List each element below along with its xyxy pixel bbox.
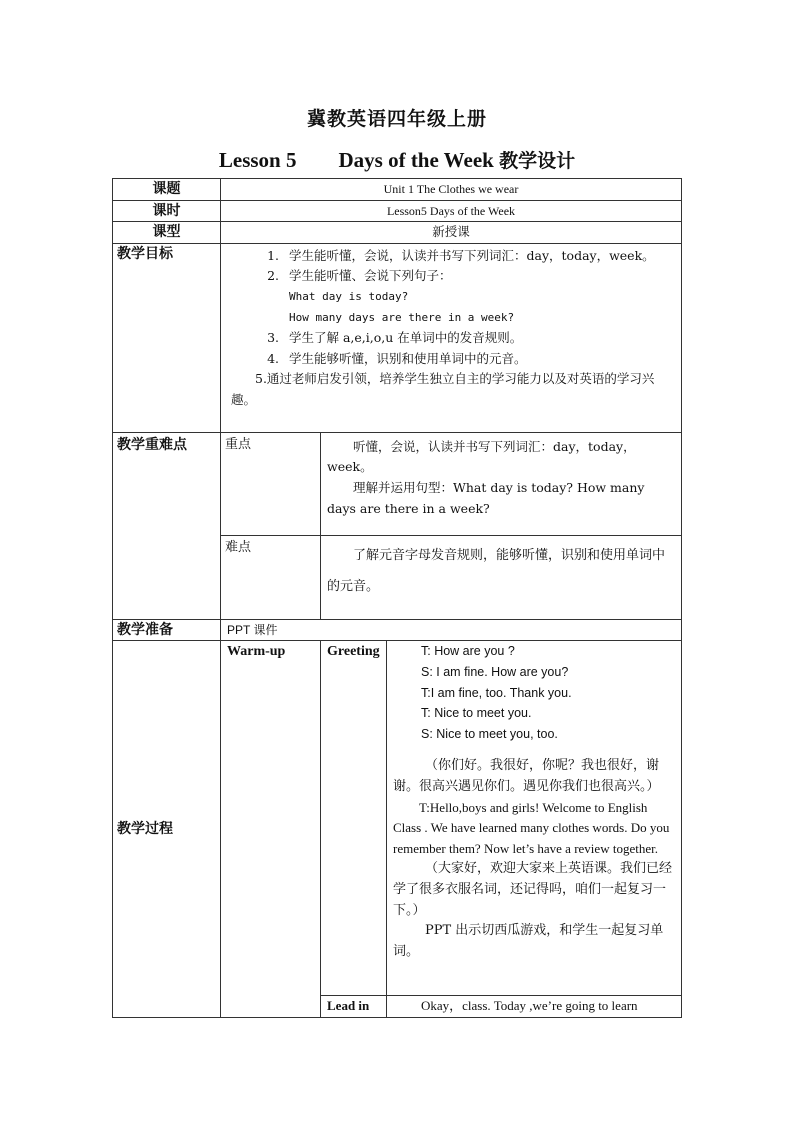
- row-prep: [113, 619, 682, 641]
- dialog-line: T:I am fine, too. Thank you.: [421, 685, 572, 700]
- label-key: 重点: [221, 432, 321, 535]
- leadin-content: Okay，class. Today ,we’re going to learn: [387, 996, 682, 1018]
- goal-sentence: What day is today?: [289, 289, 409, 303]
- label-period: 课时: [113, 200, 221, 222]
- value-topic: Unit 1 The Clothes we wear: [221, 179, 682, 201]
- dialog-line: T: Nice to meet you.: [421, 706, 532, 721]
- row-topic: [113, 179, 682, 201]
- lesson-plan-table: [112, 178, 682, 1018]
- goal-item: 4. 学生能够听懂，识别和使用单词中的元音。: [283, 349, 681, 370]
- translation-1: （你们好。我很好，你呢？我也很好，谢谢。很高兴遇见你们。遇见你我们也很高兴。）: [393, 758, 660, 794]
- greeting-content: [387, 641, 682, 996]
- label-key-points: 教学重难点: [113, 432, 221, 619]
- row-key: [113, 432, 682, 535]
- lesson-title: [0, 146, 794, 173]
- value-type: 新授课: [221, 222, 682, 244]
- goal-sentence: How many days are there in a week?: [289, 310, 515, 324]
- step-greeting: Greeting: [321, 641, 387, 996]
- lesson-title-suffix: 教学设计: [499, 150, 576, 172]
- goal-item-5: 5.通过老师启发引领，培养学生独立自主的学习能力以及对英语的学习兴趣。: [231, 371, 655, 407]
- lesson-number: Lesson 5: [218, 148, 297, 172]
- label-goals: 教学目标: [113, 243, 221, 432]
- dialog-line: S: Nice to meet you, too.: [421, 726, 558, 741]
- teacher-intro: T:Hello,boys and girls! Welcome to English Class . We have learned many clothes words. Do you remember them? Now let’s have a review together.: [393, 799, 670, 856]
- stage-warmup: Warm-up: [221, 641, 321, 1018]
- key-line: 理解并运用句型：What day is today? How many days are there in a week?: [327, 479, 645, 516]
- translation-2: （大家好，欢迎大家来上英语课。我们已经学了很多衣服名词，还记得吗，咱们一起复习一下。）: [393, 861, 673, 918]
- goal-item: 2. 学生能听懂、会说下列句子：: [283, 266, 681, 287]
- label-process: 教学过程: [113, 641, 221, 1018]
- row-type: [113, 222, 682, 244]
- dialog-line: T: How are you ?: [421, 644, 515, 659]
- label-type: 课型: [113, 222, 221, 244]
- goals-list-2: [221, 328, 681, 369]
- label-difficulty: 难点: [221, 535, 321, 619]
- row-process-warmup: [113, 641, 682, 996]
- goal-item: 1. 学生能听懂，会说，认读并书写下列词汇：day，today，week。: [283, 246, 681, 267]
- goals-list: [221, 246, 681, 287]
- row-goals: [113, 243, 682, 432]
- game-instruction: PPT 出示切西瓜游戏，和学生一起复习单词。: [393, 923, 664, 959]
- difficulty-text: 了解元音字母发音规则，能够听懂，识别和使用单词中的元音。: [327, 547, 666, 594]
- key-line: 听懂，会说，认读并书写下列词汇：day，today，week。: [327, 438, 636, 475]
- document-title: 冀教英语四年级上册: [306, 108, 487, 130]
- goal-item: 3. 学生了解 a,e,i,o,u 在单词中的发音规则。: [283, 328, 681, 349]
- value-key: [321, 432, 682, 535]
- value-goals: [221, 243, 682, 432]
- label-prep: 教学准备: [113, 619, 221, 641]
- label-topic: 课题: [113, 179, 221, 201]
- step-leadin: Lead in: [321, 996, 387, 1018]
- value-period: Lesson5 Days of the Week: [221, 200, 682, 222]
- value-prep: PPT 课件: [221, 619, 682, 641]
- lesson-topic: Days of the Week: [338, 148, 494, 172]
- value-difficulty: [321, 535, 682, 619]
- dialog-line: S: I am fine. How are you?: [421, 664, 569, 679]
- row-period: [113, 200, 682, 222]
